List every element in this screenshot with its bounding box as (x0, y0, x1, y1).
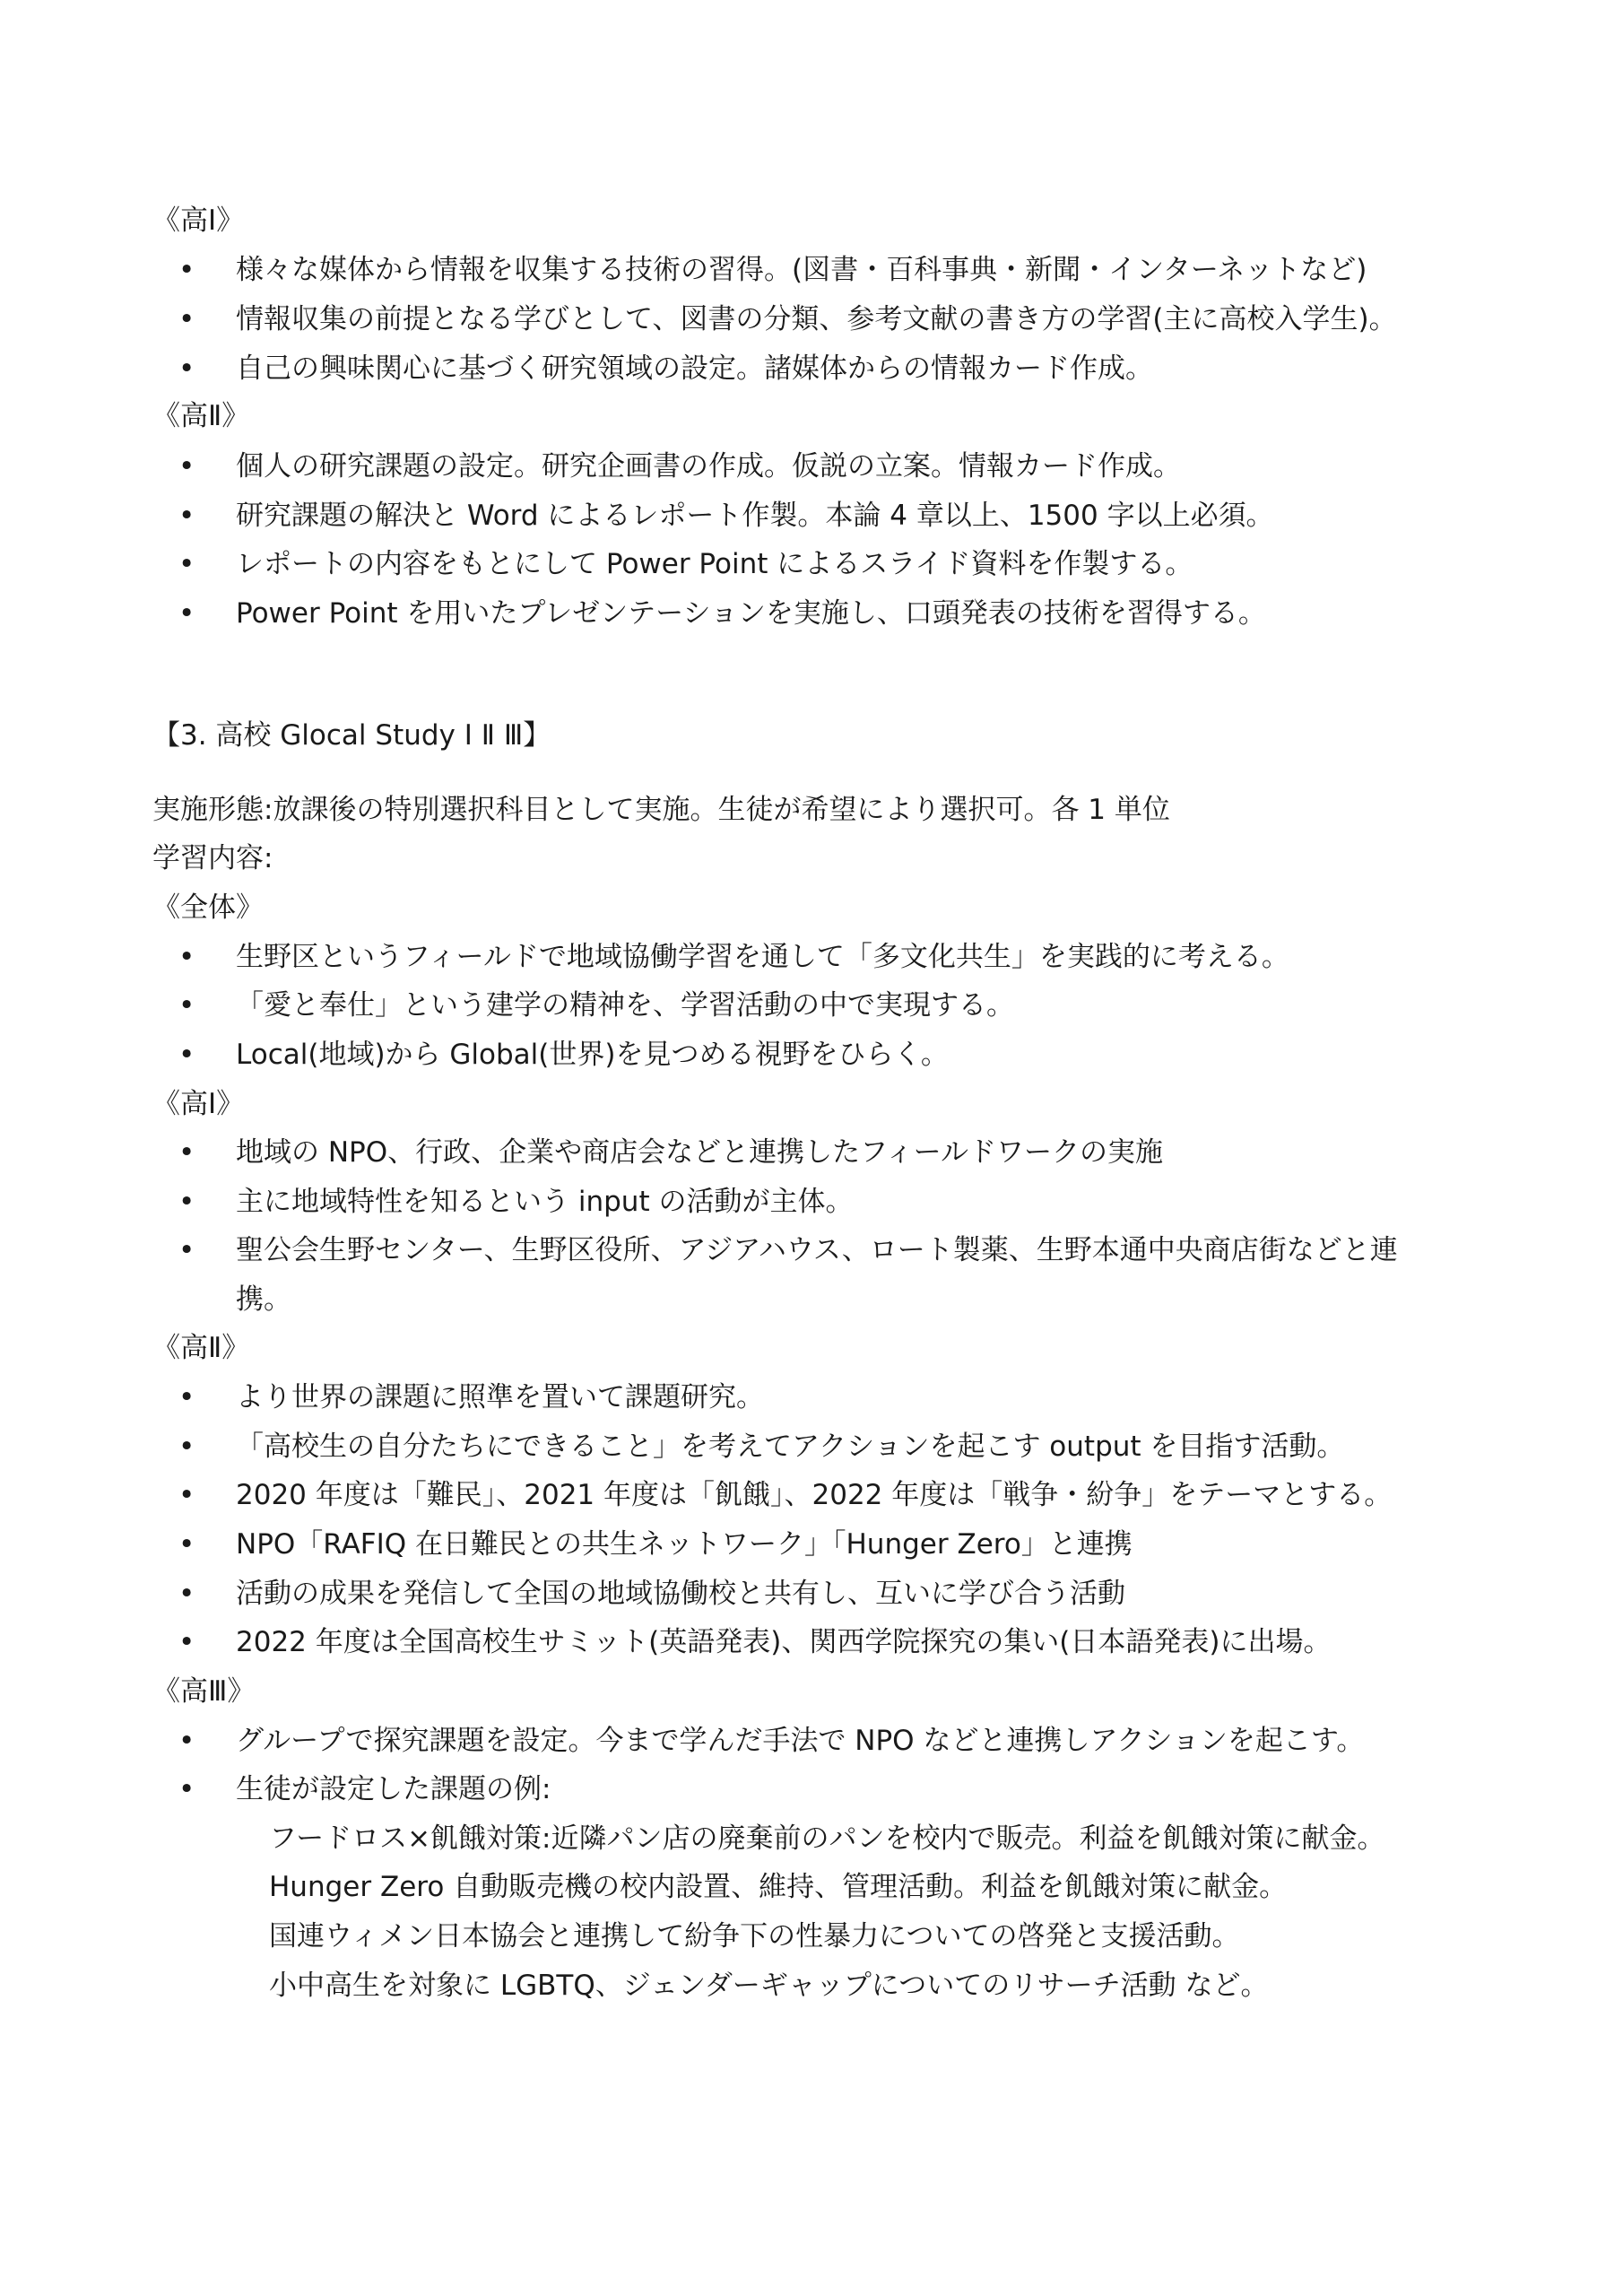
bullet-icon: • (178, 1381, 195, 1413)
bullet-icon: • (178, 989, 195, 1022)
list-item-text: 個人の研究課題の設定。研究企画書の作成。仮説の立案。情報カード作成。 (236, 450, 1181, 483)
heading-grade3: 《高Ⅲ》 (152, 1675, 256, 1708)
heading-grade1: 《高Ⅰ》 (152, 204, 245, 237)
list-item-text: レポートの内容をもとにして Power Point によるスライド資料を作製する。 (236, 548, 1193, 580)
content-label: 学習内容: (152, 842, 273, 874)
bullet-icon: • (178, 1773, 195, 1805)
bullet-icon: • (178, 597, 195, 630)
bullet-icon: • (178, 548, 195, 580)
bullet-icon: • (178, 1039, 195, 1071)
bullet-icon: • (178, 254, 195, 286)
list-item-text: 2020 年度は「難民」、2021 年度は「飢餓」、2022 年度は「戦争・紛争」をテーマとする。 (236, 1479, 1393, 1511)
bullet-icon: • (178, 941, 195, 973)
list-item-text: 研究課題の解決と Word によるレポート作製。本論 4 章以上、1500 字以上必須。 (236, 500, 1274, 532)
list-item-text: 生徒が設定した課題の例: (236, 1773, 551, 1805)
list-item-text: 様々な媒体から情報を収集する技術の習得。(図書・百科事典・新聞・インターネットなど) (236, 254, 1367, 286)
bullet-icon: • (178, 1578, 195, 1610)
bullet-icon: • (178, 1136, 195, 1169)
list-item-continuation: 携。 (236, 1283, 291, 1316)
heading-grade2: 《高Ⅱ》 (152, 1332, 250, 1364)
bullet-icon: • (178, 1626, 195, 1658)
bullet-icon: • (178, 1186, 195, 1218)
bullet-icon: • (178, 352, 195, 385)
list-item-text: 自己の興味関心に基づく研究領域の設定。諸媒体からの情報カード作成。 (236, 352, 1153, 385)
list-item-text: 生野区というフィールドで地域協働学習を通して「多文化共生」を実践的に考える。 (236, 941, 1289, 973)
bullet-icon: • (178, 500, 195, 532)
list-item-text: Local(地域)から Global(世界)を見つめる視野をひらく。 (236, 1039, 949, 1071)
list-item-text: より世界の課題に照準を置いて課題研究。 (236, 1381, 764, 1413)
implementation-form: 実施形態:放課後の特別選択科目として実施。生徒が希望により選択可。各 1 単位 (152, 794, 1170, 826)
example-item: Hunger Zero 自動販売機の校内設置、維持、管理活動。利益を飢餓対策に献金。 (269, 1871, 1288, 1903)
bullet-icon: • (178, 303, 195, 335)
list-item-text: 聖公会生野センター、生野区役所、アジアハウス、ロート製薬、生野本通中央商店街などと連 (236, 1234, 1398, 1266)
bullet-icon: • (178, 1528, 195, 1561)
example-item: 小中高生を対象に LGBTQ、ジェンダーギャップについてのリサーチ活動 など。 (269, 1970, 1269, 2002)
bullet-icon: • (178, 1725, 195, 1757)
section-title: 【3. 高校 Glocal Study Ⅰ Ⅱ Ⅲ】 (152, 719, 551, 752)
bullet-icon: • (178, 1431, 195, 1463)
heading-grade2: 《高Ⅱ》 (152, 400, 250, 432)
bullet-icon: • (178, 1479, 195, 1511)
bullet-icon: • (178, 1234, 195, 1266)
list-item-text: 主に地域特性を知るという input の活動が主体。 (236, 1186, 854, 1218)
list-item-text: 「愛と奉仕」という建学の精神を、学習活動の中で実現する。 (236, 989, 1014, 1022)
list-item-text: 情報収集の前提となる学びとして、図書の分類、参考文献の書き方の学習(主に高校入学生)。 (236, 303, 1397, 335)
list-item-text: Power Point を用いたプレゼンテーションを実施し、口頭発表の技術を習得する。 (236, 597, 1266, 630)
list-item-text: グループで探究課題を設定。今まで学んだ手法で NPO などと連携しアクションを起こす。 (236, 1725, 1365, 1757)
heading-overall: 《全体》 (152, 891, 264, 924)
list-item-text: 活動の成果を発信して全国の地域協働校と共有し、互いに学び合う活動 (236, 1578, 1125, 1610)
list-item-text: NPO「RAFIQ 在日難民との共生ネットワーク」「Hunger Zero」と連携 (236, 1528, 1133, 1561)
list-item-text: 2022 年度は全国高校生サミット(英語発表)、関西学院探究の集い(日本語発表)に出場。 (236, 1626, 1332, 1658)
list-item-text: 「高校生の自分たちにできること」を考えてアクションを起こす output を目指す活動。 (236, 1431, 1345, 1463)
list-item-text: 地域の NPO、行政、企業や商店会などと連携したフィールドワークの実施 (236, 1136, 1164, 1169)
heading-grade1: 《高Ⅰ》 (152, 1088, 245, 1120)
example-item: フードロス×飢餓対策:近隣パン店の廃棄前のパンを校内で販売。利益を飢餓対策に献金。 (269, 1822, 1385, 1855)
example-item: 国連ウィメン日本協会と連携して紛争下の性暴力についての啓発と支援活動。 (269, 1920, 1240, 1952)
bullet-icon: • (178, 450, 195, 483)
